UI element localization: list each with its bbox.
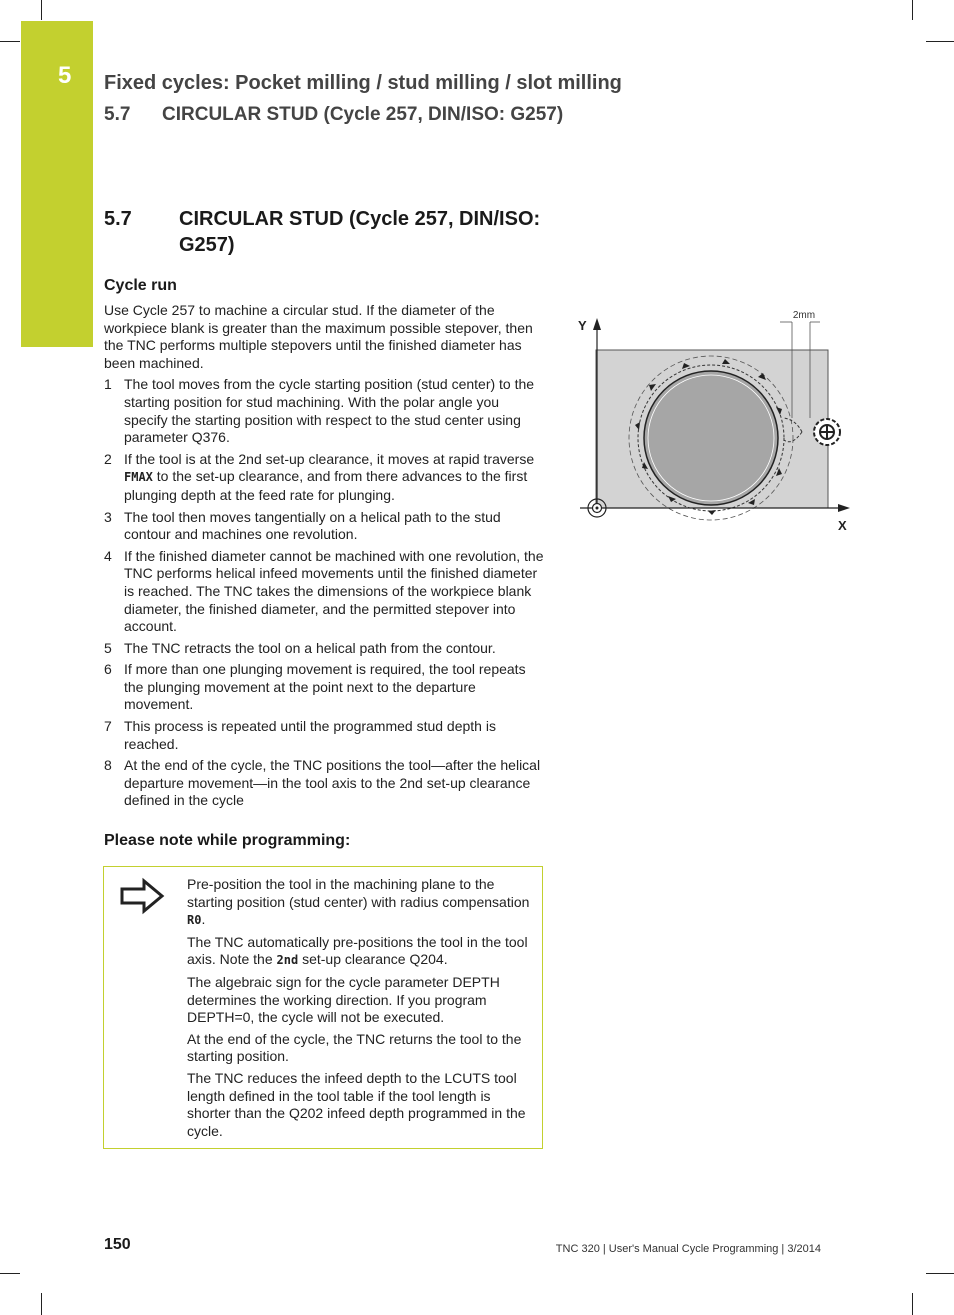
chapter-tab [21,21,93,347]
section-heading-number: 5.7 [104,208,132,230]
crop-mark [912,0,913,20]
page-number: 150 [104,1236,131,1253]
section-header [104,104,563,126]
section-header-number: 5.7 [104,104,131,125]
crop-mark [41,1293,42,1315]
x-axis-label: X [838,518,847,533]
programming-note-box [103,866,543,1149]
keyword-fmax: FMAX [124,470,153,485]
arrow-right-icon [118,877,166,915]
list-item: 4 If the finished diameter cannot be machined with one revolution, the TNC performs helical infeed movements until the finished diameter is reached. The TNC takes the dimensions of the workpiece blank diameter, the finished diameter, and the permitted stepover into account. [104,547,544,635]
y-axis-label: Y [578,318,587,333]
list-item: 1 The tool moves from the cycle starting position (stud center) to the starting position for stud machining. With the polar angle you specify the starting position with respect to the stud center using parameter Q376. [104,376,535,446]
dimension-label: 2mm [792,310,816,321]
milling-tool-icon [814,419,840,445]
section-header-title: CIRCULAR STUD (Cycle 257, DIN/ISO: G257) [162,104,564,125]
list-item: 6 If more than one plunging movement is required, the tool repeats the plunging movement at the point next to the departure movement. [104,661,526,713]
note-paragraph: Pre-position the tool in the machining plane to the starting position (stud center) with radius compensation R0. [187,876,530,928]
cycle-run-heading: Cycle run [104,277,177,294]
y-axis-arrow [593,318,601,330]
keyword-2nd: 2nd [276,953,299,968]
x-axis-arrow [838,504,850,512]
section-heading-title: CIRCULAR STUD (Cycle 257, DIN/ISO: G257) [179,208,541,256]
chapter-title: Fixed cycles: Pocket milling / stud milling / slot milling [104,72,622,94]
crop-mark [926,1273,954,1274]
programming-note-text [187,876,535,1144]
keyword-r0: R0 [187,913,202,928]
circular-stud-diagram [570,300,860,540]
note-paragraph: At the end of the cycle, the TNC returns the tool to the starting position. [187,1030,522,1065]
list-item: 3 The tool then moves tangentially on a helical path to the stud contour and machines one revolution. [104,508,501,543]
crop-mark [0,1273,20,1274]
list-item: 7 This process is repeated until the programmed stud depth is reached. [104,718,496,752]
cycle-run-steps [104,376,544,810]
crop-mark [0,41,20,42]
programming-note-heading: Please note while programming: [104,832,351,849]
stud [644,371,778,505]
chapter-number: 5 [58,62,72,89]
crop-mark [912,1293,913,1315]
list-item: 2 If the tool is at the 2nd set-up clearance, it moves at rapid traverse FMAX to the set-up clearance, and from there advances to the first plunging depth at the feed rate for plunging. [104,450,535,503]
note-paragraph: The TNC reduces the infeed depth to the LCUTS tool length defined in the tool table if the tool length is shorter than the Q202 infeed depth programmed in the cycle. [187,1069,526,1139]
crop-mark [41,0,42,20]
document-info: TNC 320 | User's Manual Cycle Programming | 3/2014 [555,1243,821,1255]
crop-mark [926,41,954,42]
note-paragraph: The TNC automatically pre-positions the tool in the tool axis. Note the 2nd set-up clearance Q204. [187,933,528,968]
list-item: 8 At the end of the cycle, the TNC positions the tool—after the helical departure movement—in the tool axis to the 2nd set-up clearance defined in the cycle [104,757,541,809]
note-paragraph: The algebraic sign for the cycle parameter DEPTH determines the working direction. If you program DEPTH=0, the cycle will not be executed. [187,973,500,1026]
cycle-run-intro: Use Cycle 257 to machine a circular stud. If the diameter of the workpiece blank is greater than the maximum possible stepover, then the TNC performs multiple stepovers until the finished diameter has been machined. [104,302,533,371]
cycle-run-body [104,302,544,814]
list-item: 5 The TNC retracts the tool on a helical path from the contour. [104,639,496,656]
